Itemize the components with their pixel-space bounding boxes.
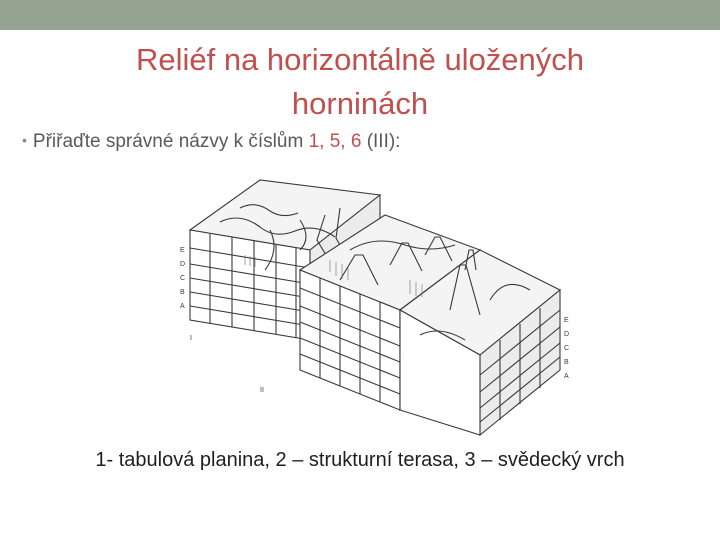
slide-top-bar <box>0 0 720 30</box>
answer-line: 1- tabulová planina, 2 – strukturní terasa, 3 – svědecký vrch <box>95 449 625 471</box>
title-line-1: Reliéf na horizontálně uložených <box>135 42 585 77</box>
bullet-instruction <box>22 131 400 153</box>
layer-label-left: A <box>180 303 185 310</box>
layer-label-right: A <box>564 373 569 380</box>
layer-label-left: E <box>180 247 185 254</box>
layer-label-left: C <box>180 275 186 282</box>
block-label: I <box>190 335 192 342</box>
relief-block-diagram <box>150 160 580 490</box>
bullet-text-after: (III): <box>366 131 401 152</box>
layer-label-left: D <box>180 261 186 268</box>
layer-label-left: B <box>180 289 185 296</box>
layer-label-right: D <box>564 331 570 338</box>
bullet-text-before: Přiřaďte správné názvy k číslům <box>32 131 304 152</box>
title-line-2: horninách <box>291 86 429 121</box>
layer-label-right: B <box>564 359 569 366</box>
bullet-dot-icon: • <box>22 132 27 148</box>
bullet-numbers: 1, 5, 6 <box>308 131 362 152</box>
block-label: II <box>260 387 264 394</box>
layer-label-right: E <box>564 317 569 324</box>
layer-label-right: C <box>564 345 570 352</box>
slide-title <box>60 38 660 126</box>
